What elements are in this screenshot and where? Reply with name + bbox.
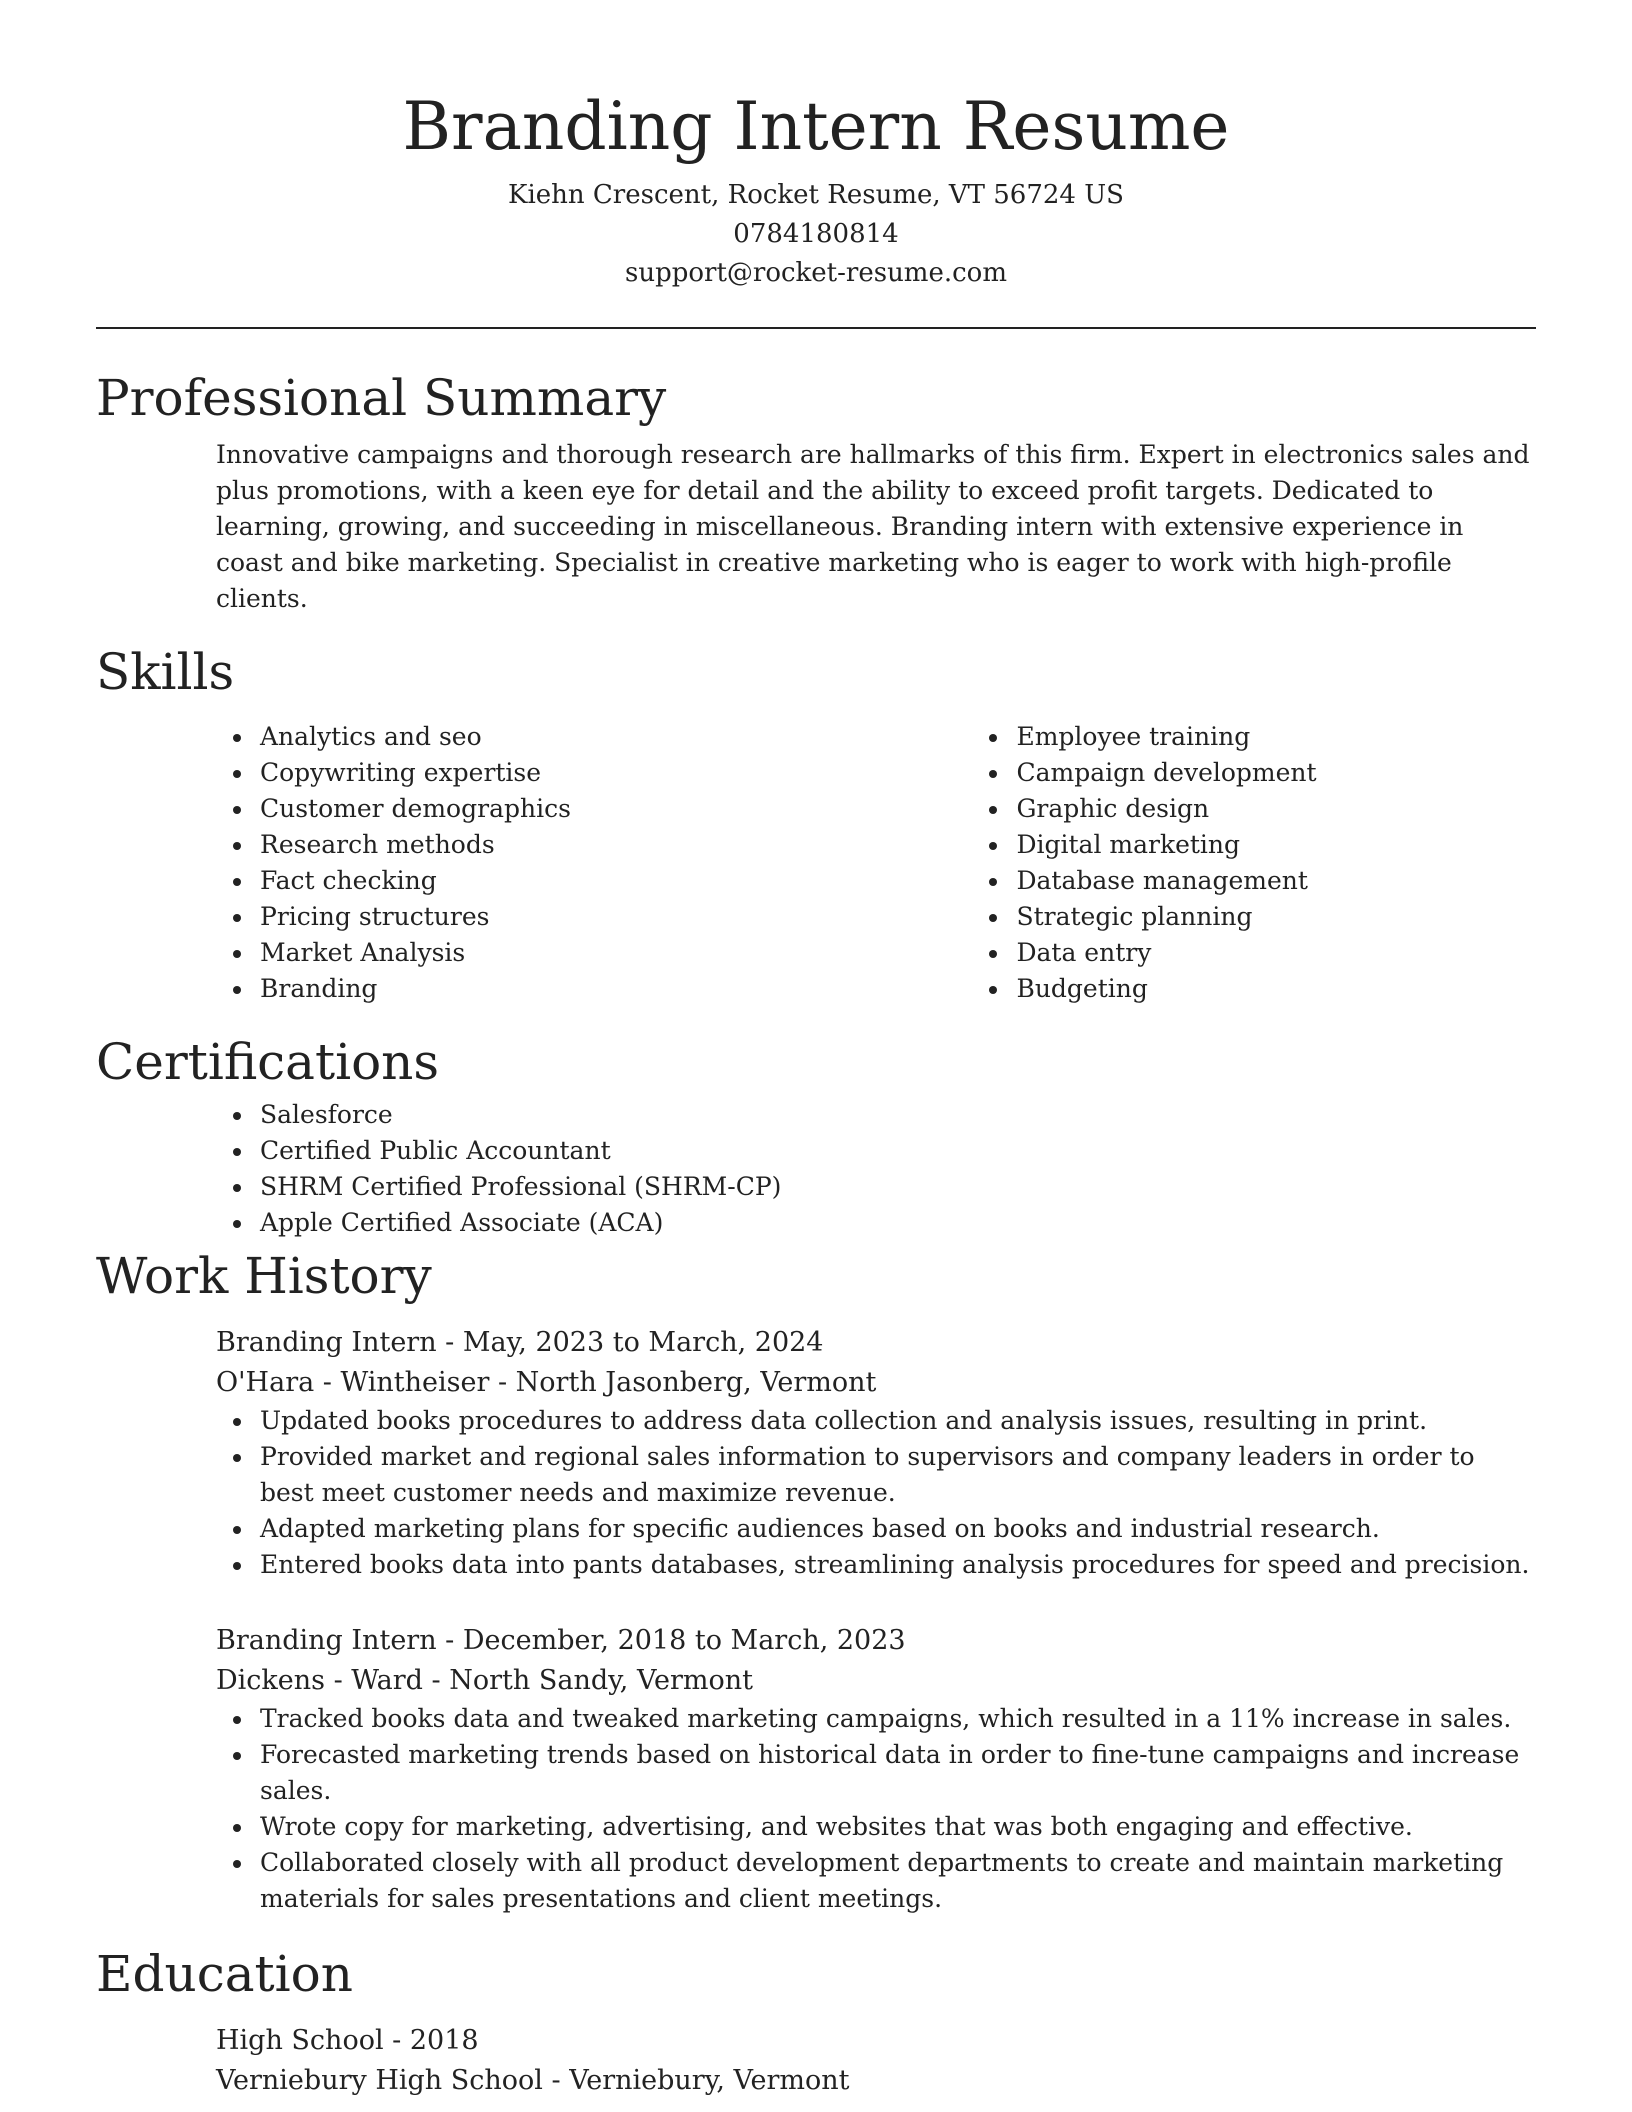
email: support@rocket-resume.com [624, 258, 1007, 288]
education-section [96, 1939, 1536, 2101]
resume-header [96, 0, 1536, 293]
job-bullets [96, 1403, 1536, 1583]
job-title-line: Branding Intern - May, 2023 to March, 2024 [216, 1327, 824, 1358]
skill-item: Data entry [1016, 935, 1536, 971]
job-entry [96, 1323, 1536, 1583]
skill-item: Pricing structures [260, 899, 852, 935]
job-bullet: Entered books data into pants databases, streamlining analysis procedures for speed and precision. [260, 1547, 1536, 1583]
job-bullet: Tracked books data and tweaked marketing campaigns, which resulted in a 11% increase in sales. [260, 1701, 1536, 1737]
skill-item: Strategic planning [1016, 899, 1536, 935]
education-degree-line: High School - 2018 [216, 2025, 479, 2056]
certification-item: Apple Certified Associate (ACA) [260, 1205, 1536, 1241]
skill-item: Campaign development [1016, 755, 1536, 791]
job-employer-line: Dickens - Ward - North Sandy, Vermont [216, 1665, 753, 1696]
work-history-heading: Work History [96, 1247, 432, 1305]
certification-item: SHRM Certified Professional (SHRM-CP) [260, 1169, 1536, 1205]
skill-item: Graphic design [1016, 791, 1536, 827]
job-bullet: Forecasted marketing trends based on historical data in order to fine-tune campaigns and increase sales. [260, 1737, 1536, 1809]
address: Kiehn Crescent, Rocket Resume, VT 56724 US [508, 180, 1124, 210]
certifications-section [96, 1027, 1536, 1241]
job-entry [96, 1621, 1536, 1917]
skill-item: Research methods [260, 827, 852, 863]
skills-list [96, 719, 1536, 1007]
education-heading: Education [96, 1945, 353, 2003]
certification-item: Certified Public Accountant [260, 1133, 1536, 1169]
contact-info [96, 176, 1536, 293]
job-bullet: Updated books procedures to address data collection and analysis issues, resulting in print. [260, 1403, 1536, 1439]
job-bullet: Adapted marketing plans for specific audiences based on books and industrial research. [260, 1511, 1536, 1547]
skill-item: Budgeting [1016, 971, 1536, 1007]
skill-item: Branding [260, 971, 852, 1007]
skill-item: Customer demographics [260, 791, 852, 827]
job-bullets [96, 1701, 1536, 1917]
skill-item: Market Analysis [260, 935, 852, 971]
job-bullet: Collaborated closely with all product development departments to create and maintain marketing materials for sales presentations and client meetings. [260, 1845, 1536, 1917]
skills-column-right [852, 719, 1536, 1007]
skill-item: Digital marketing [1016, 827, 1536, 863]
skills-heading: Skills [96, 643, 235, 701]
certification-item: Salesforce [260, 1097, 1536, 1133]
job-title-line: Branding Intern - December, 2018 to March, 2023 [216, 1625, 906, 1656]
work-history-section [96, 1241, 1536, 1917]
job-bullet: Wrote copy for marketing, advertising, and websites that was both engaging and effective. [260, 1809, 1536, 1845]
phone: 0784180814 [733, 219, 899, 249]
education-school-line: Verniebury High School - Verniebury, Vermont [216, 2065, 850, 2096]
certifications-heading: Certifications [96, 1033, 440, 1091]
resume-title: Branding Intern Resume [402, 88, 1230, 165]
skill-item: Database management [1016, 863, 1536, 899]
resume-page [96, 0, 1536, 2101]
header-divider [96, 327, 1536, 329]
skill-item: Fact checking [260, 863, 852, 899]
skills-section [96, 637, 1536, 1007]
job-employer-line: O'Hara - Wintheiser - North Jasonberg, Vermont [216, 1367, 877, 1398]
summary-section [96, 363, 1536, 617]
skill-item: Employee training [1016, 719, 1536, 755]
certifications-list [96, 1097, 1536, 1241]
summary-text: Innovative campaigns and thorough research are hallmarks of this firm. Expert in electronics sales and plus promotions, with a keen eye for detail and the ability to exceed profit targets. Dedicated to learning, growing, and succeeding in miscellaneous. Branding intern with extensive experience in coast and bike marketing. Specialist in creative marketing who is eager to work with high-profile clients. [216, 440, 1530, 613]
education-entry [96, 2021, 1536, 2101]
skill-item: Analytics and seo [260, 719, 852, 755]
summary-heading: Professional Summary [96, 369, 667, 427]
skills-column-left [96, 719, 852, 1007]
skill-item: Copywriting expertise [260, 755, 852, 791]
job-bullet: Provided market and regional sales information to supervisors and company leaders in order to best meet customer needs and maximize revenue. [260, 1439, 1536, 1511]
